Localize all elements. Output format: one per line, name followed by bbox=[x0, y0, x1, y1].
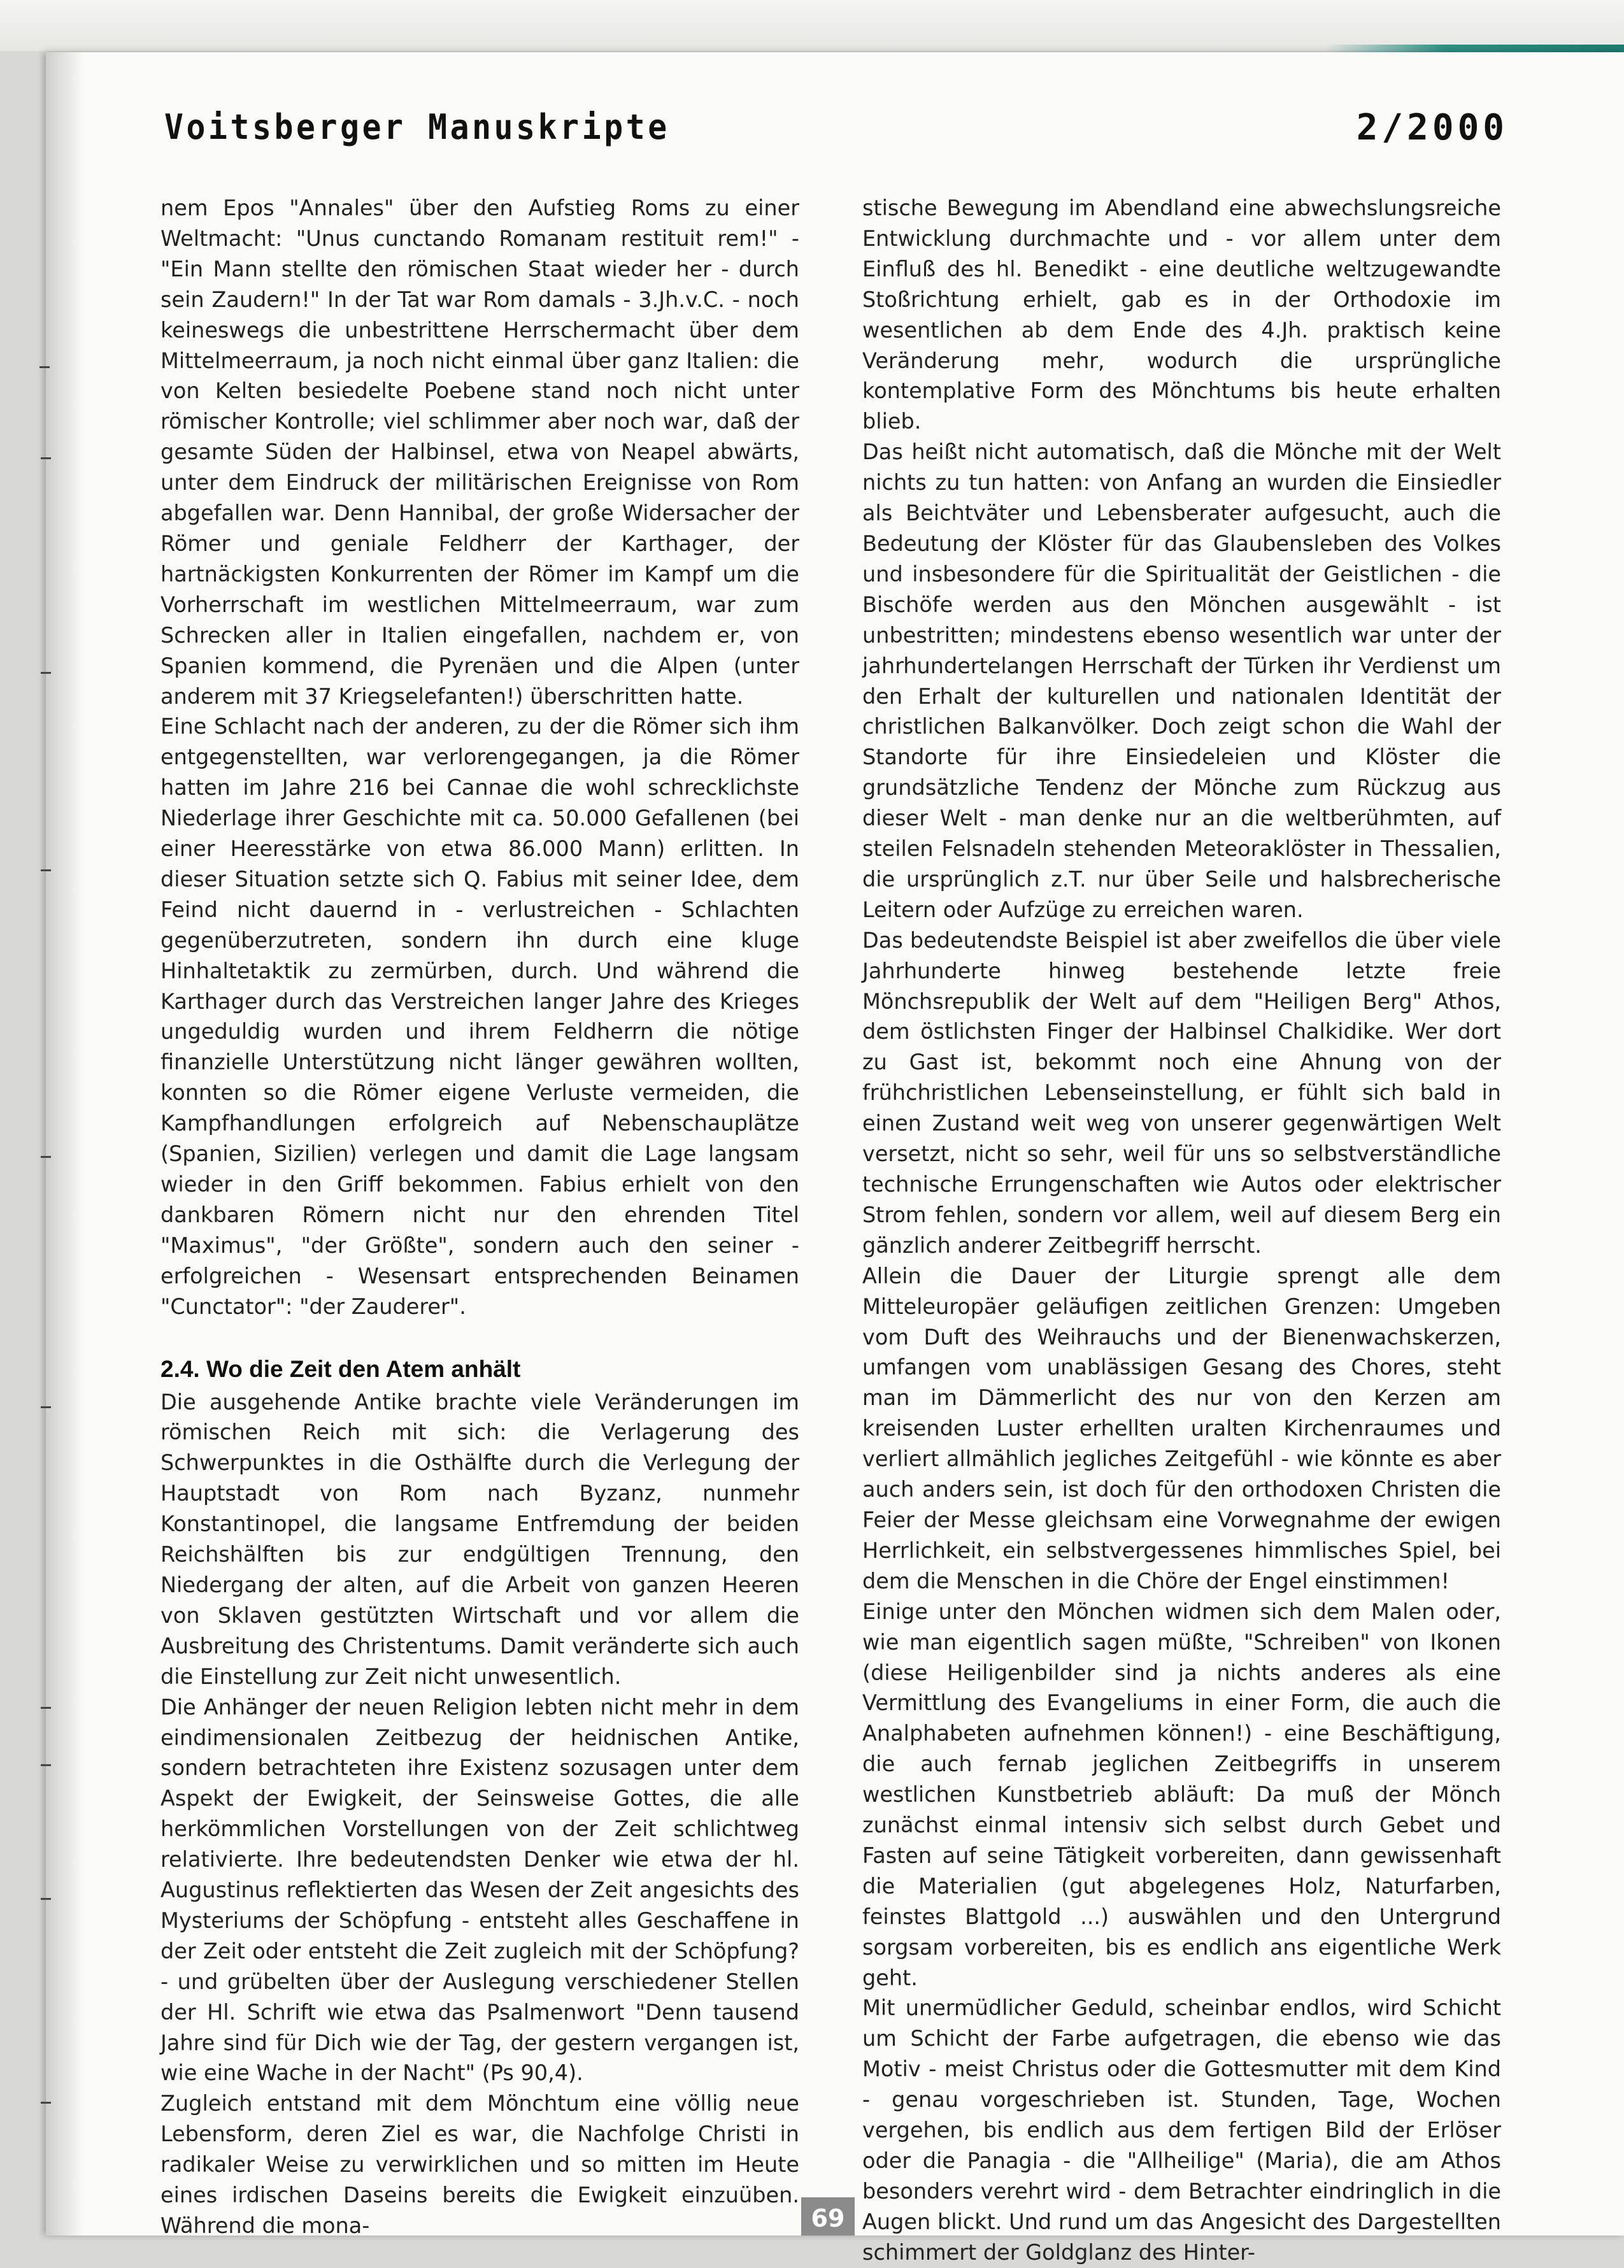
binding-mark bbox=[41, 1898, 51, 1900]
section-heading: 2.4. Wo die Zeit den Atem anhält bbox=[160, 1355, 521, 1382]
right-column bbox=[862, 193, 1501, 2268]
issue-number: 2/2000 bbox=[1356, 107, 1508, 148]
binding-mark bbox=[41, 1406, 51, 1408]
running-header bbox=[164, 107, 1508, 164]
paragraph: Das bedeutendste Beispiel ist aber zweifellos die über viele Jahrhunderte hinweg bestehende letzte freie Mönchsrepublik der Welt auf dem "Heiligen Berg" Athos, dem östlichsten Finger der Halbinsel Chalkidike. Wer dort zu Gast ist, bekommt noch eine Ahnung von der frühchristlichen Lebenseinstellung, er fühlt sich bald in einen Zustand weit weg von unserer gegenwärtigen Welt versetzt, nicht so sehr, weil für uns so selbstverständliche technische Errungenschaften wie Autos oder elektrischer Strom fehlen, sondern vor allem, weil auf diesem Berg ein gänzlich anderer Zeitbegriff herrscht. bbox=[862, 927, 1501, 1258]
paragraph: Zugleich entstand mit dem Mönchtum eine völlig neue Lebensform, deren Ziel es war, die Nachfolge Christi in radikaler Weise zu verwirklichen und so mitten im Heute eines irdischen Daseins bereits die Ewigkeit einzuüben. Während die mona- bbox=[160, 2091, 799, 2238]
paragraph: stische Bewegung im Abendland eine abwechslungsreiche Entwicklung durchmachte und - vor allem unter dem Einfluß des hl. Benedikt - eine deutliche weltzugewandte Stoßrichtung erhielt, gab es in der Orthodoxie im wesentlichen ab dem Ende des 4.Jh. praktisch keine Veränderung mehr, wodurch die ursprüngliche kontemplative Form des Mönchtums bis heute erhalten blieb. bbox=[862, 196, 1501, 434]
binding-mark bbox=[41, 1707, 51, 1709]
binding-mark bbox=[41, 1156, 51, 1158]
left-column bbox=[160, 193, 799, 2241]
paragraph: Die ausgehende Antike brachte viele Veränderungen im römischen Reich mit sich: die Verlagerung des Schwerpunktes in die Osthälfte durch die Verlegung der Hauptstadt von Rom nach Byzanz, nunmehr Konstantinopel, die langsame Entfremdung der beiden Reichshälften bis zur endgültigen Trennung, den Niedergang der alten, auf die Arbeit von ganzen Heeren von Sklaven gestützten Wirtschaft und vor allem die Ausbreitung des Christentums. Damit veränderte sich auch die Einstellung zur Zeit nicht unwesentlich. bbox=[160, 1389, 799, 1689]
page-number: 69 bbox=[801, 2197, 855, 2236]
paragraph: Einige unter den Mönchen widmen sich dem Malen oder, wie man eigentlich sagen müßte, "Schreiben" von Ikonen (diese Heiligenbilder sind ja nichts anderes als eine Vermittlung des Evangeliums in einer Form, die auch die Analphabeten aufnehmen können!) - eine Beschäftigung, die auch fernab jeglichen Zeitbegriffs in unserem westlichen Kunstbetrieb abläuft: Da muß der Mönch zunächst einmal intensiv sich selbst durch Gebet und Fasten auf seine Tätigkeit vorbereiten, dann gewissenhaft die Materialien (gut abgelegenes Holz, Naturfarben, feinstes Blattgold ...) auswählen und den Untergrund sorgsam vorbereiten, bis es endlich ans eigentliche Werk geht. bbox=[862, 1599, 1501, 1990]
paragraph: Das heißt nicht automatisch, daß die Mönche mit der Welt nichts zu tun hatten: von Anfang an wurden die Einsiedler als Beichtväter und Lebensberater aufgesucht, auch die Bedeutung der Klöster für das Glaubensleben des Volkes und insbesondere für die Spiritualität der Geistlichen - die Bischöfe werden aus den Mönchen ausgewählt - ist unbestritten; mindestens ebenso wesentlich war unter der jahrhundertelangen Herrschaft der Türken ihr Verdienst um den Erhalt der kulturellen und nationalen Identität der christlichen Balkanvölker. Doch zeigt schon die Wahl der Standorte für ihre Einsiedeleien und Klöster die grundsätzliche Tendenz der Mönche zum Rückzug aus dieser Welt - man denke nur an die weltberühmten, auf steilen Felsnadeln stehenden Meteoraklöster in Thessalien, die ursprünglich z.T. nur über Seile und halsbrecherische Leitern oder Aufzüge zu erreichen waren. bbox=[862, 439, 1501, 922]
binding-mark bbox=[41, 457, 51, 459]
magazine-title: Voitsberger Manuskripte bbox=[164, 107, 670, 147]
binding-mark bbox=[41, 1764, 51, 1766]
binding-mark bbox=[41, 2102, 51, 2104]
scan-background bbox=[0, 0, 1624, 51]
paragraph: Die Anhänger der neuen Religion lebten nicht mehr in dem eindimensionalen Zeitbezug der heidnischen Antike, sondern betrachteten ihre Existenz sozusagen unter dem Aspekt der Ewigkeit, der Seinsweise Gottes, die alle herkömmlichen Vorstellungen von der Zeit schlichtweg relativierte. Ihre bedeutendsten Denker wie etwa der hl. Augustinus reflektierten das Wesen der Zeit angesichts des Mysteriums der Schöpfung - entsteht alles Geschaffene in der Zeit oder entsteht die Zeit zugleich mit der Schöpfung? - und grübelten über der Auslegung verschiedener Stellen der Hl. Schrift wie etwa das Psalmenwort "Denn tausend Jahre sind für Dich wie der Tag, der gestern vergangen ist, wie eine Wache in der Nacht" (Ps 90,4). bbox=[160, 1694, 799, 2086]
binding-mark bbox=[41, 869, 51, 871]
binding-mark bbox=[39, 366, 50, 368]
binding-shadow bbox=[46, 52, 84, 2236]
paragraph: Mit unermüdlicher Geduld, scheinbar endlos, wird Schicht um Schicht der Farbe aufgetragen, die ebenso wie das Motiv - meist Christus oder die Gottesmutter mit dem Kind - genau vorgeschrieben ist. Stunden, Tage, Wochen vergehen, bis endlich aus dem fertigen Bild der Erlöser oder die Panagia - die "Allheilige" (Maria), die am Athos besonders verehrt wird - dem Betrachter eindringlich in die Augen blickt. Und rund um das Angesicht des Dargestellten schimmert der Goldglanz des Hinter- bbox=[862, 1995, 1501, 2265]
paragraph: Allein die Dauer der Liturgie sprengt alle dem Mitteleuropäer geläufigen zeitlichen Grenzen: Umgeben vom Duft des Weihrauchs und der Bienenwachskerzen, umfangen vom unablässigen Gesang des Chores, steht man im Dämmerlicht des nur von den Kerzen am kreisenden Luster erhellten uralten Kirchenraumes und verliert allmählich jegliches Zeitgefühl - wie könnte es aber auch anders sein, ist doch für den orthodoxen Christen die Feier der Messe gleichsam eine Vorwegnahme der ewigen Herrlichkeit, ein selbstvergessenes himmlisches Spiel, bei dem die Menschen in die Chöre der Engel einstimmen! bbox=[862, 1263, 1501, 1594]
paragraph: Eine Schlacht nach der anderen, zu der die Römer sich ihm entgegenstellten, war verlorengegangen, ja die Römer hatten im Jahre 216 bei Cannae die wohl schrecklichste Niederlage ihrer Geschichte mit ca. 50.000 Gefallenen (bei einer Heeresstärke von etwa 86.000 Mann) erlitten. In dieser Situation setzte sich Q. Fabius mit seiner Idee, dem Feind nicht dauernd in - verlustreichen - Schlachten gegenüberzutreten, sondern ihn durch eine kluge Hinhaltetaktik zu zermürben, durch. Und während die Karthager durch das Verstreichen langer Jahre des Krieges ungeduldig wurden und ihrem Feldherrn die nötige finanzielle Unterstützung nicht länger gewähren wollten, konnten so die Römer eigene Verluste vermeiden, die Kampfhandlungen erfolgreich auf Nebenschauplätze (Spanien, Sizilien) verlegen und damit die Lage langsam wieder in den Griff bekommen. Fabius erhielt von den dankbaren Römern nicht nur den ehrenden Titel "Maximus", "der Größte", sondern auch den seiner - erfolgreichen - Wesensart entsprechenden Beinamen "Cunctator": "der Zauderer". bbox=[160, 714, 799, 1319]
binding-mark bbox=[41, 672, 51, 674]
paragraph: nem Epos "Annales" über den Aufstieg Roms zu einer Weltmacht: "Unus cunctando Romanam restituit rem!" - "Ein Mann stellte den römischen Staat wieder her - durch sein Zaudern!" In der Tat war Rom damals - 3.Jh.v.C. - noch keineswegs die unbestrittene Herrschermacht über dem Mittelmeerraum, ja noch nicht einmal über ganz Italien: die von Kelten besiedelte Poebene stand noch nicht unter römischer Kontrolle; viel schlimmer aber noch war, daß der gesamte Süden der Halbinsel, etwa von Neapel abwärts, unter dem Eindruck der militärischen Ereignisse von Rom abgefallen war. Denn Hannibal, der große Widersacher der Römer und geniale Feldherr der Karthager, der hartnäckigsten Konkurrenten der Römer im Kampf um die Vorherrschaft im westlichen Mittelmeerraum, war zum Schrecken aller in Italien eingefallen, nachdem er, von Spanien kommend, die Pyrenäen und die Alpen (unter anderem mit 37 Kriegselefanten!) überschritten hatte. bbox=[160, 196, 799, 709]
